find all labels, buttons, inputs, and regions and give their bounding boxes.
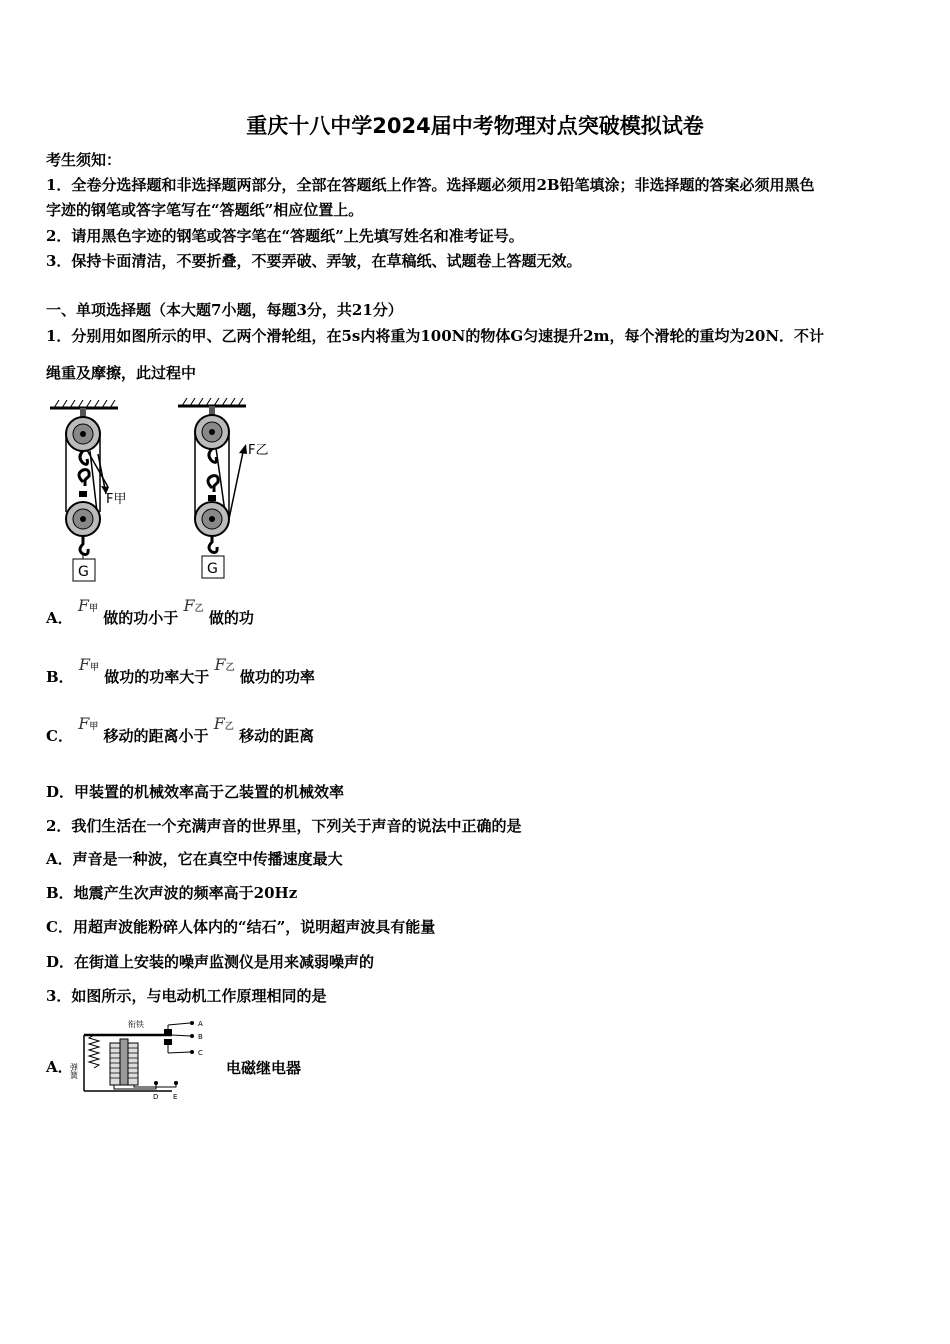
force-symbol-f-jia <box>78 597 103 615</box>
force-subscript: 乙 <box>225 663 235 673</box>
q1-stem-line1: 1．分别用如图所示的甲、乙两个滑轮组，在5s内将重为100N的物体G匀速提升2m，每个滑轮的重均为20N．不计 <box>46 327 825 345</box>
q3-option-a-text[interactable]: 电磁继电器 <box>226 1059 302 1077</box>
option-letter: A． <box>46 609 73 627</box>
option-text-end: 做功的功率 <box>239 668 315 686</box>
force-subscript: 甲 <box>88 604 98 614</box>
notice-heading: 考生须知： <box>46 151 122 169</box>
force-subscript: 甲 <box>90 663 100 673</box>
option-letter: C． <box>46 727 73 745</box>
pulley-system-right <box>178 398 268 578</box>
q1-option-d[interactable]: D．甲装置的机械效率高于乙装置的机械效率 <box>46 783 345 801</box>
force-subscript: 甲 <box>89 722 99 732</box>
q1-stem-line2: 绳重及摩擦，此过程中 <box>46 364 197 382</box>
force-f: F <box>183 596 195 615</box>
force-symbol-f-yi <box>209 715 240 733</box>
terminal-e-label: E <box>173 1093 178 1101</box>
force-symbol-f-jia <box>78 715 103 733</box>
force-f: F <box>213 714 225 733</box>
force-label-left: F甲 <box>106 492 127 507</box>
notice-item-1-cont: 字迹的钢笔或答字笔写在“答题纸”相应位置上。 <box>46 201 364 219</box>
electromagnetic-relay-figure <box>69 1015 212 1105</box>
q3-stem: 3．如图所示，与电动机工作原理相同的是 <box>46 987 327 1005</box>
force-f: F <box>78 655 91 674</box>
q1-option-c[interactable] <box>46 714 315 746</box>
q1-option-b[interactable] <box>46 655 315 687</box>
terminal-d-label: D <box>153 1093 159 1101</box>
notice-item-3: 3．保持卡面清洁，不要折叠，不要弄破、弄皱，在草稿纸、试题卷上答题无效。 <box>46 252 582 270</box>
section-heading: 一、单项选择题（本大题7小题，每题3分，共21分） <box>46 301 403 319</box>
option-text-end: 做的功 <box>208 609 254 627</box>
q1-option-a[interactable] <box>46 596 254 628</box>
force-f: F <box>77 596 89 615</box>
q3-option-a-letter[interactable]: A． <box>46 1058 73 1076</box>
option-text-mid: 做功的功率大于 <box>104 668 210 686</box>
spring-label: 弹簧 <box>69 1063 79 1079</box>
terminal-b-label: B <box>198 1033 203 1041</box>
weight-label-left: G <box>78 564 89 580</box>
q2-option-b[interactable]: B．地震产生次声波的频率高于20Hz <box>46 884 298 902</box>
weight-label-right: G <box>207 561 218 577</box>
force-symbol-f-yi <box>178 597 209 615</box>
terminal-c-label: C <box>198 1049 203 1057</box>
pulley-figure <box>40 394 280 589</box>
q2-option-c[interactable]: C．用超声波能粉碎人体内的“结石”，说明超声波具有能量 <box>46 918 436 936</box>
force-f: F <box>78 714 90 733</box>
q2-option-d[interactable]: D．在街道上安装的噪声监测仪是用来减弱噪声的 <box>46 953 375 971</box>
option-text-mid: 移动的距离小于 <box>103 727 209 745</box>
q2-option-a[interactable]: A．声音是一种波，它在真空中传播速度最大 <box>46 850 343 868</box>
force-symbol-f-yi <box>209 656 240 674</box>
force-symbol-f-jia <box>79 656 104 674</box>
force-subscript: 乙 <box>224 722 234 732</box>
terminal-a-label: A <box>198 1020 203 1028</box>
armature-label: 衔铁 <box>128 1020 144 1029</box>
page-title: 重庆十八中学2024届中考物理对点突破模拟试卷 <box>246 114 704 138</box>
force-label-right: F乙 <box>248 443 269 458</box>
notice-item-1: 1．全卷分选择题和非选择题两部分，全部在答题纸上作答。选择题必须用2B铅笔填涂；非选择题的答案必须用黑色 <box>46 176 815 194</box>
notice-item-2: 2．请用黑色字迹的钢笔或答字笔在“答题纸”上先填写姓名和准考证号。 <box>46 227 524 245</box>
spring-icon <box>89 1035 99 1068</box>
option-letter: B． <box>46 668 74 686</box>
option-text-mid: 做的功小于 <box>103 609 179 627</box>
pulley-system-left <box>50 400 126 581</box>
force-subscript: 乙 <box>194 604 204 614</box>
q2-stem: 2．我们生活在一个充满声音的世界里，下列关于声音的说法中正确的是 <box>46 817 522 835</box>
force-f: F <box>214 655 226 674</box>
option-text-end: 移动的距离 <box>239 727 315 745</box>
